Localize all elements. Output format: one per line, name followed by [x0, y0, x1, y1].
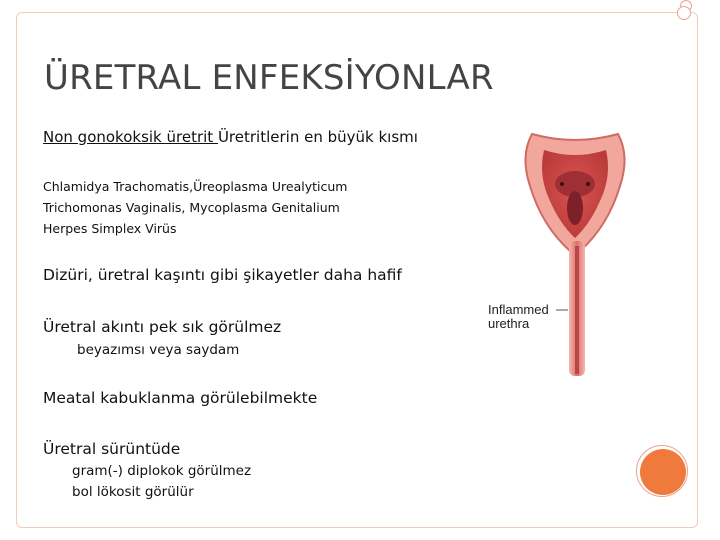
decorative-circle-bottom: [640, 449, 686, 495]
point-smear-detail-2: bol lökosit görülür: [72, 484, 194, 500]
decorative-circle-top-2: [677, 6, 691, 20]
inflamed-urethra-illustration: [480, 116, 670, 378]
intro-underlined: Non gonokoksik üretrit: [43, 128, 218, 146]
point-discharge-detail: beyazımsı veya saydam: [77, 342, 240, 358]
point-meatal: Meatal kabuklanma görülebilmekte: [43, 389, 318, 407]
urethra-label-line-1: Inflammed: [488, 302, 549, 317]
intro-rest: Üretritlerin en büyük kısmı: [217, 128, 418, 146]
urethra-label: [488, 303, 549, 331]
point-smear-detail-1: gram(-) diplokok görülmez: [72, 463, 252, 479]
point-smear: Üretral sürüntüde: [43, 440, 181, 458]
point-discharge: Üretral akıntı pek sık görülmez: [43, 318, 282, 336]
pathogen-item: Chlamidya Trachomatis,Üreoplasma Urealyticum: [43, 179, 348, 194]
intro-line: [43, 128, 418, 146]
slide-title: ÜRETRAL ENFEKSİYONLAR: [44, 58, 494, 98]
pathogen-item: Trichomonas Vaginalis, Mycoplasma Genitalium: [43, 200, 340, 215]
pathogen-item: Herpes Simplex Virüs: [43, 221, 177, 236]
point-symptoms: Dizüri, üretral kaşıntı gibi şikayetler daha hafif: [43, 266, 402, 284]
urethra-label-line-2: urethra: [488, 316, 530, 331]
